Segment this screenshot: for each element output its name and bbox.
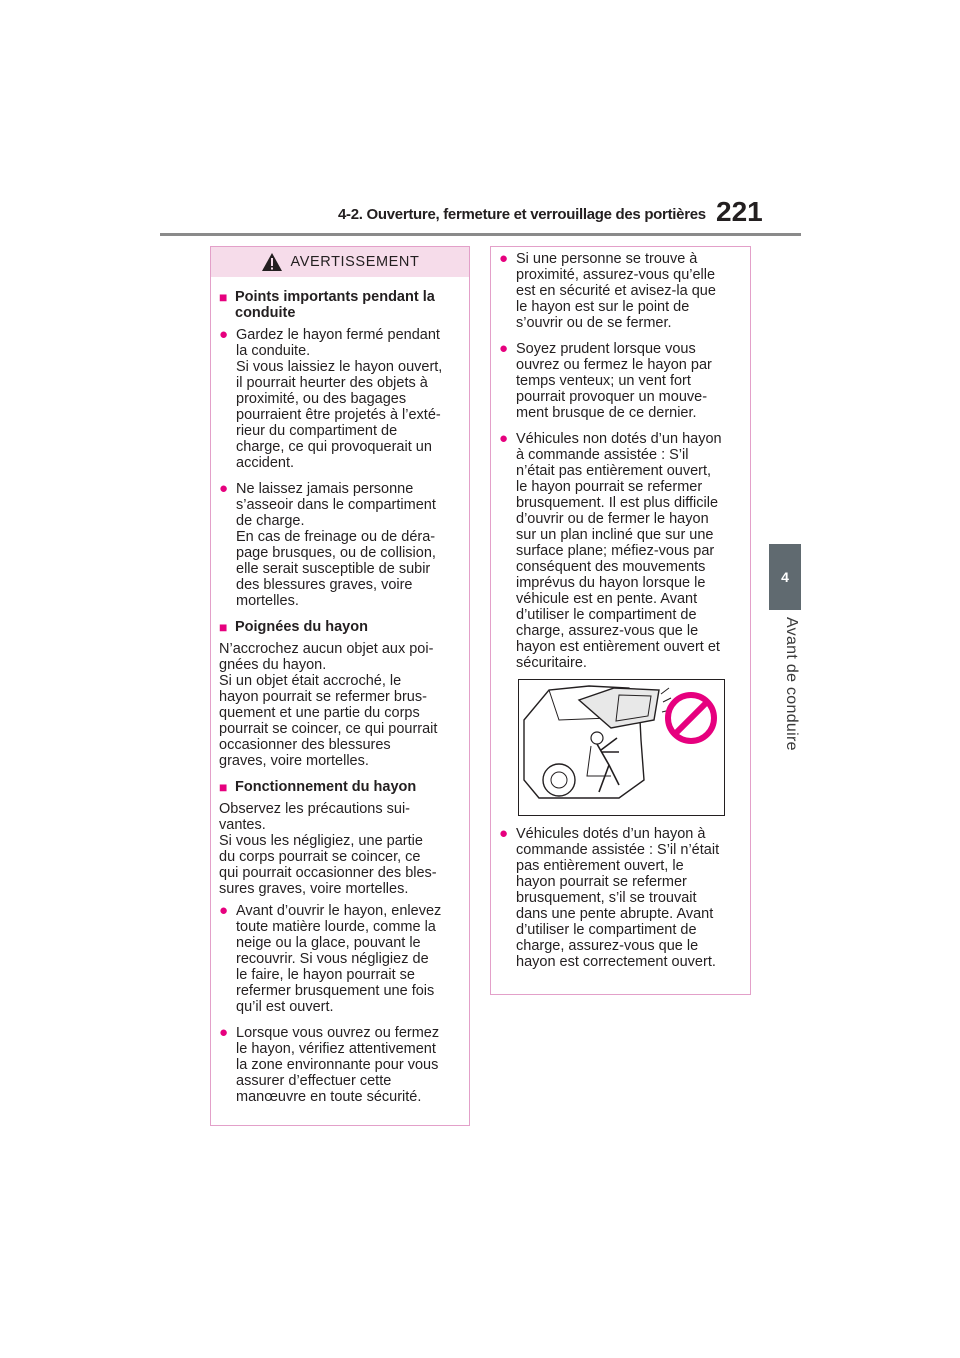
- bullet-text: Véhicules dotés d’un hayon à commande assistée : S’il n’était pas entièrement ouvert, le hayon pourrait se refermer brusquement, s’il se trouvait dans une pente abrupte. Avant d’utiliser le compartiment de charge, assurez-vous que le hayon est correctement ouvert.: [516, 826, 720, 970]
- bullet-text: Ne laissez jamais personne s’asseoir dans le compartiment de charge. En cas de freinage ou de déra- page brusques, ou de collision, elle serait susceptible de subir des blessures graves, voire mortelles.: [236, 481, 436, 609]
- warning-triangle-icon: [261, 252, 283, 272]
- bullet-text: Si une personne se trouve à proximité, assurez-vous qu’elle est en sécurité et avisez-la que le hayon est sur le point de s’ouvrir ou de se fermer.: [516, 251, 716, 331]
- chapter-label: Avant de conduire: [783, 617, 800, 751]
- page-number: 221: [716, 196, 763, 227]
- warning-header: [211, 247, 469, 277]
- bullet-text: Véhicules non dotés d’un hayon à commande assistée : S’il n’était pas entièrement ouvert, le hayon pourrait se refermer brusquement. Il est plus difficile d’ouvrir ou de fermer le hayon sur un plan incliné que sur une surface plane; méfiez-vous par conséquent des mouvements imprévus du hayon lorsque le véhicule est en pente. Avant d’utiliser le compartiment de charge, assurez-vous que le hayon est entièrement ouvert et sécuritaire.: [516, 431, 722, 671]
- header-rule: [160, 233, 801, 236]
- paragraph: N’accrochez aucun objet aux poi- gnées du hayon. Si un objet était accroché, le hayon pourrait se refermer brus- quement et une partie du corps pourrait se coincer, ce qui pourrait occasionner des blessures graves, voire mortelles.: [219, 641, 438, 769]
- car-tailgate-person-icon: [519, 680, 724, 815]
- circle-bullet-icon: ●: [499, 340, 509, 357]
- tailgate-warning-illustration: [518, 679, 725, 816]
- list-item: [499, 826, 740, 970]
- square-bullet-icon: ■: [219, 619, 228, 635]
- chapter-tab[interactable]: 4: [769, 544, 801, 610]
- circle-bullet-icon: ●: [219, 326, 229, 343]
- circle-bullet-icon: ●: [499, 430, 509, 447]
- bullet-text: Avant d’ouvrir le hayon, enlevez toute matière lourde, comme la neige ou la glace, pouvant le recouvrir. Si vous négligiez de le faire, le hayon pourrait se refermer brusquement une fois qu’il est ouvert.: [236, 903, 442, 1015]
- circle-bullet-icon: ●: [499, 250, 509, 267]
- paragraph: Observez les précautions sui- vantes. Si vous les négligiez, une partie du corps pourrait se coincer, ce qui pourrait occasionner des bles- sures graves, voire mortelles.: [219, 801, 437, 897]
- circle-bullet-icon: ●: [499, 825, 509, 842]
- section-heading: [219, 289, 459, 321]
- bullet-text: Lorsque vous ouvrez ou fermez le hayon, vérifiez attentivement la zone environnante pour vous assurer d’effectuer cette manœuvre en toute sécurité.: [236, 1025, 440, 1105]
- section-heading: [219, 619, 459, 635]
- list-item: [219, 327, 459, 471]
- circle-bullet-icon: ●: [219, 480, 229, 497]
- square-bullet-icon: ■: [219, 289, 228, 305]
- bullet-text: Soyez prudent lorsque vous ouvrez ou fermez le hayon par temps venteux; un vent fort pourrait provoquer un mouve- ment brusque de ce dernier.: [516, 341, 712, 421]
- bullet-text: Gardez le hayon fermé pendant la conduite. Si vous laissiez le hayon ouvert, il pourrait heurter des objets à proximité, ou des bagages pourraient être projetés à l’exté- rieur du compartiment de charge, ce qui provoquerait un accident.: [236, 327, 443, 471]
- warning-box-left: [210, 246, 470, 1126]
- circle-bullet-icon: ●: [219, 1024, 229, 1041]
- list-item: [219, 481, 459, 609]
- section-heading-text: Points importants pendant la conduite: [235, 289, 435, 321]
- square-bullet-icon: ■: [219, 779, 228, 795]
- list-item: [219, 903, 459, 1015]
- list-item: [499, 341, 740, 421]
- list-item: [219, 1025, 459, 1105]
- list-item: [499, 431, 740, 671]
- section-heading-text: Poignées du hayon: [235, 619, 368, 635]
- warning-title: AVERTISSEMENT: [290, 254, 420, 270]
- section-heading-text: Fonctionnement du hayon: [235, 779, 417, 795]
- section-heading: [219, 779, 459, 795]
- section-title: 4-2. Ouverture, fermeture et verrouillage des portières: [338, 206, 706, 223]
- circle-bullet-icon: ●: [219, 902, 229, 919]
- warning-box-right: [490, 246, 751, 995]
- list-item: [499, 251, 740, 331]
